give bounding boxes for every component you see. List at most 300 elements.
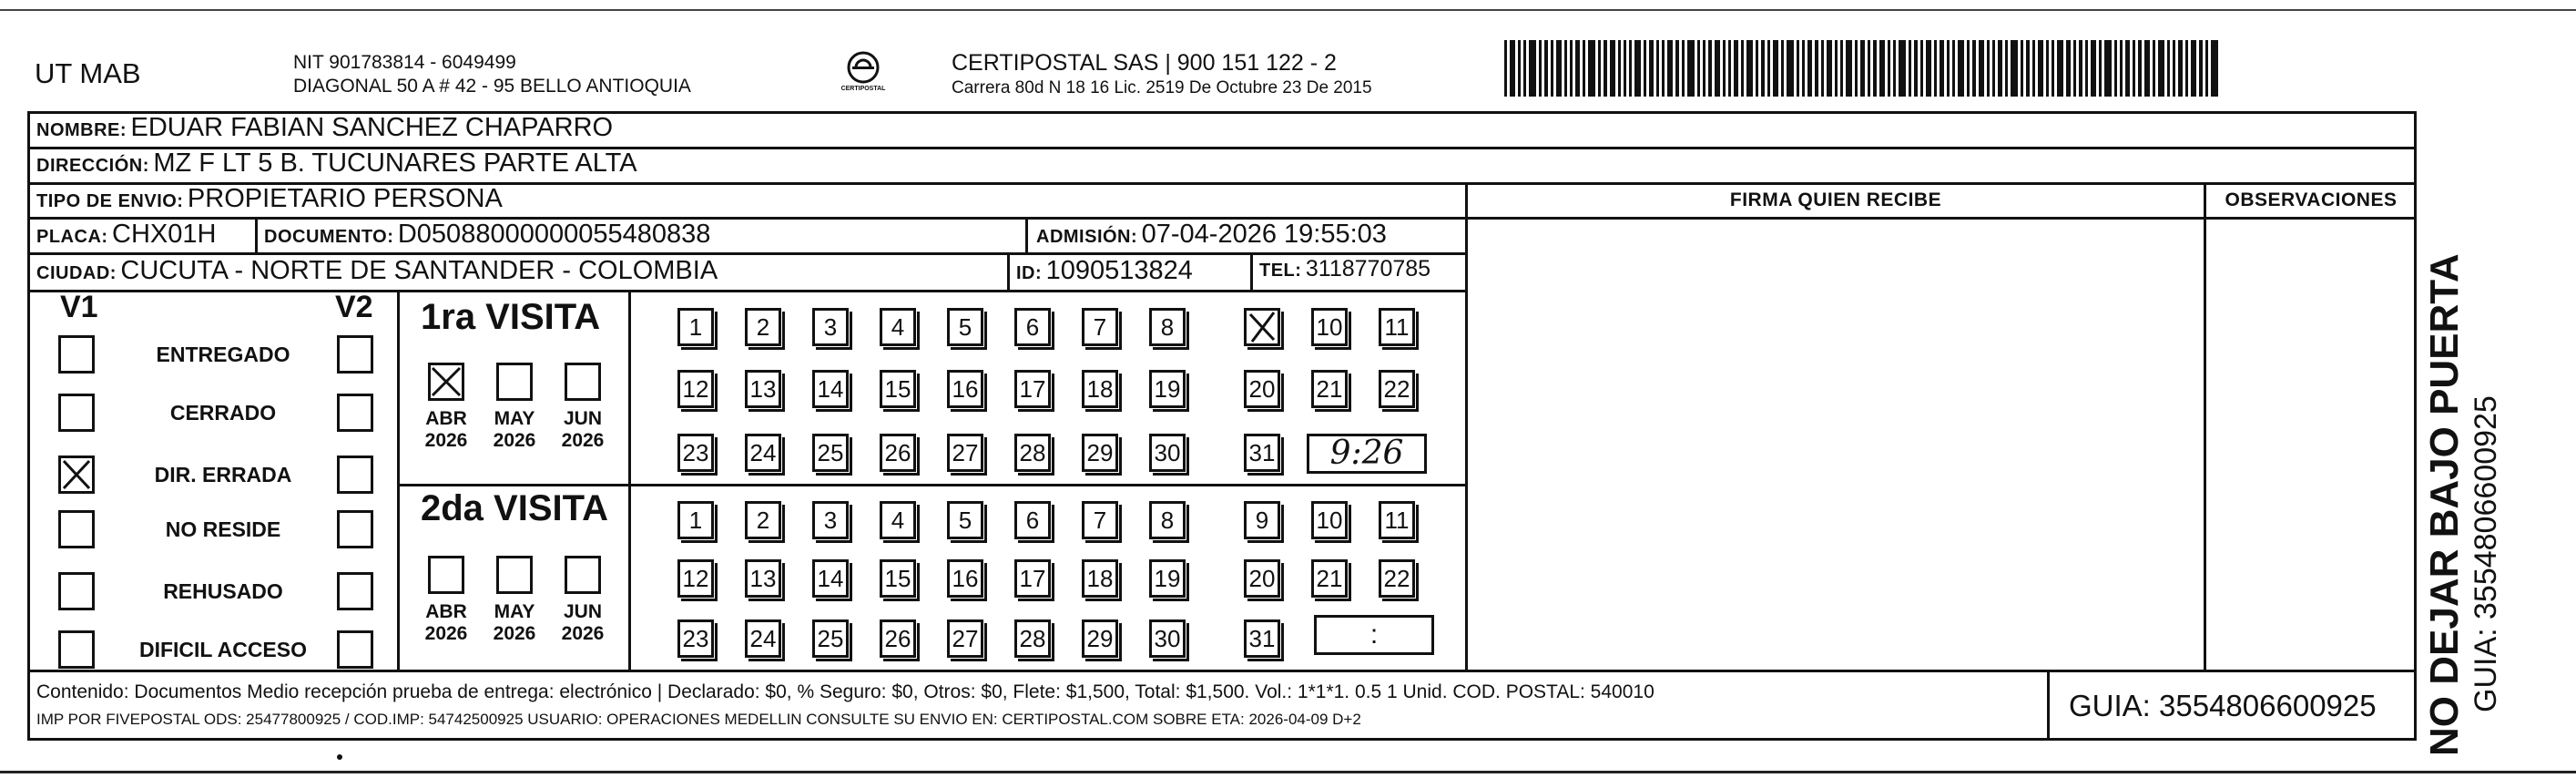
day-number: 20: [1248, 375, 1276, 403]
barcode-bar: [2191, 40, 2196, 97]
day-box[interactable]: [1082, 308, 1118, 346]
day-box[interactable]: [1311, 559, 1348, 598]
v2-checkbox[interactable]: [337, 572, 373, 610]
barcode-bar: [2120, 40, 2123, 97]
tipo-label: TIPO DE ENVIO:: [36, 191, 184, 211]
cell-divider: [1025, 217, 1028, 255]
day-number: 30: [1154, 439, 1181, 466]
day-box[interactable]: [1379, 501, 1415, 539]
day-box[interactable]: [1014, 308, 1051, 346]
barcode-bar: [1715, 40, 1720, 97]
barcode-bar: [2038, 40, 2043, 97]
day-number: 12: [682, 565, 709, 592]
day-box[interactable]: [812, 434, 849, 472]
barcode-bar: [1624, 40, 1626, 97]
day-box[interactable]: [812, 619, 849, 658]
barcode-bar: [1756, 40, 1758, 97]
v1-checkbox[interactable]: [58, 456, 95, 494]
barcode-bar: [1598, 40, 1601, 97]
day-number: 28: [1019, 439, 1046, 466]
company-address: DIAGONAL 50 A # 42 - 95 BELLO ANTIOQUIA: [293, 76, 691, 97]
month-label: [492, 601, 537, 645]
stray-dot: [337, 754, 342, 760]
day-box[interactable]: [947, 559, 983, 598]
month-name: JUN: [563, 601, 602, 622]
first-time-box: [1307, 434, 1427, 474]
day-box[interactable]: [947, 308, 983, 346]
day-number: 24: [749, 439, 777, 466]
tipo-row: [36, 184, 503, 214]
day-number: 1: [688, 313, 703, 341]
barcode-bar: [1728, 40, 1731, 97]
month-label: [492, 408, 537, 452]
day-box[interactable]: [880, 559, 916, 598]
day-box[interactable]: [1379, 308, 1415, 346]
barcode-bar: [1662, 40, 1665, 97]
day-box[interactable]: [1149, 434, 1186, 472]
day-number: 8: [1160, 507, 1175, 534]
day-box[interactable]: [1082, 370, 1118, 408]
barcode-bar: [1998, 40, 2002, 97]
day-box[interactable]: [947, 619, 983, 658]
documento-value: D05088000000055480838: [397, 220, 711, 249]
month-year: 2026: [561, 623, 605, 644]
id-value: 1090513824: [1045, 256, 1193, 285]
barcode-bar: [1787, 40, 1794, 97]
barcode-bar: [2091, 40, 2096, 97]
barcode-bar: [1570, 40, 1573, 97]
day-number: 19: [1154, 375, 1181, 403]
day-number: 17: [1019, 565, 1046, 592]
barcode-bar: [1583, 40, 1585, 97]
day-number: 31: [1248, 439, 1276, 466]
barcode-bar: [1556, 40, 1562, 97]
day-box[interactable]: [1082, 434, 1118, 472]
placa-value: CHX01H: [112, 220, 217, 249]
day-box[interactable]: [880, 619, 916, 658]
day-box[interactable]: [1014, 434, 1051, 472]
day-number: 18: [1086, 375, 1114, 403]
month-checkbox[interactable]: [565, 363, 601, 401]
day-box[interactable]: [1014, 619, 1051, 658]
day-box[interactable]: [745, 308, 781, 346]
day-box[interactable]: [947, 501, 983, 539]
barcode-bar: [2057, 40, 2063, 97]
day-box[interactable]: [812, 501, 849, 539]
day-number: 26: [884, 625, 911, 652]
day-box[interactable]: [947, 370, 983, 408]
v1-checkbox[interactable]: [58, 572, 95, 610]
day-box[interactable]: [1014, 501, 1051, 539]
day-number: 29: [1086, 625, 1114, 652]
barcode-bar: [1539, 40, 1542, 97]
day-number: 9: [1255, 507, 1269, 534]
barcode-bar: [1644, 40, 1646, 97]
month-name: MAY: [494, 601, 535, 622]
barcode-bar: [1734, 40, 1738, 97]
v1-label: V1: [60, 290, 98, 324]
cell-divider: [1007, 252, 1010, 291]
side-guia-text: GUIA: 3554806600925: [2469, 395, 2503, 712]
day-number: 24: [749, 625, 777, 652]
day-box[interactable]: [880, 308, 916, 346]
id-label: ID:: [1016, 263, 1043, 283]
nombre-value: EDUAR FABIAN SANCHEZ CHAPARRO: [130, 113, 614, 142]
day-number: 11: [1384, 313, 1410, 341]
day-box[interactable]: [1149, 501, 1186, 539]
barcode-bar: [1610, 40, 1615, 97]
barcode-bar: [1564, 40, 1567, 97]
day-number: 10: [1316, 507, 1343, 534]
day-box[interactable]: [880, 434, 916, 472]
barcode-bar: [1723, 40, 1726, 97]
status-option-label: CERRADO: [169, 401, 277, 425]
month-name: ABR: [425, 408, 467, 429]
barcode-bar: [1797, 40, 1799, 97]
barcode-bar: [2199, 40, 2203, 97]
barcode-bar: [1855, 40, 1858, 97]
day-box[interactable]: [812, 559, 849, 598]
barcode-bar: [1958, 40, 1964, 97]
day-box[interactable]: [1149, 370, 1186, 408]
day-box[interactable]: [880, 501, 916, 539]
day-box[interactable]: [1149, 308, 1186, 346]
side-warning: [2422, 128, 2513, 756]
month-name: JUN: [563, 408, 602, 429]
v1-checkbox[interactable]: [58, 335, 95, 374]
barcode-bar: [2167, 40, 2170, 97]
day-number: 22: [1383, 375, 1410, 403]
day-box[interactable]: [677, 370, 714, 408]
day-number: 4: [891, 313, 905, 341]
barcode-bar: [1667, 40, 1673, 97]
day-number: 6: [1025, 507, 1040, 534]
barcode-bar: [1529, 40, 1536, 97]
day-box[interactable]: [812, 370, 849, 408]
day-box[interactable]: [812, 308, 849, 346]
day-number: 2: [756, 507, 770, 534]
nombre-row: [36, 113, 613, 143]
direccion-value: MZ F LT 5 B. TUCUNARES PARTE ALTA: [153, 148, 637, 178]
tel-value: 3118770785: [1305, 256, 1431, 282]
day-box[interactable]: [947, 434, 983, 472]
barcode: [1504, 40, 2233, 97]
first-time-value: 9:26: [1329, 435, 1404, 472]
admision-label: ADMISIÓN:: [1036, 227, 1138, 247]
month-year: 2026: [424, 430, 468, 451]
month-checkbox[interactable]: [428, 556, 464, 594]
firma-header: FIRMA QUIEN RECIBE: [1729, 189, 1942, 210]
barcode-bar: [1827, 40, 1832, 97]
day-number: 29: [1086, 439, 1114, 466]
day-box[interactable]: [1311, 501, 1348, 539]
day-number: 15: [884, 565, 911, 592]
day-number: 22: [1383, 565, 1410, 592]
barcode-bar: [2021, 40, 2023, 97]
day-box[interactable]: [1311, 308, 1348, 346]
day-number: 17: [1019, 375, 1046, 403]
second-visit-title: 2da VISITA: [421, 488, 608, 528]
barcode-bar: [2066, 40, 2071, 97]
ciudad-value: CUCUTA - NORTE DE SANTANDER - COLOMBIA: [120, 256, 718, 285]
month-checkbox[interactable]: [565, 556, 601, 594]
day-number: 31: [1248, 625, 1276, 652]
v2-checkbox[interactable]: [337, 456, 373, 494]
day-number: 3: [823, 507, 838, 534]
month-checkbox[interactable]: [428, 363, 464, 401]
barcode-bar: [2133, 40, 2135, 97]
cell-divider: [255, 217, 258, 255]
day-number: 21: [1316, 375, 1343, 403]
barcode-bar: [2173, 40, 2175, 97]
barcode-bar: [1656, 40, 1659, 97]
day-number: 11: [1384, 507, 1410, 534]
day-box[interactable]: [880, 370, 916, 408]
day-box[interactable]: [1244, 559, 1280, 598]
month-checkbox[interactable]: [496, 363, 533, 401]
day-box[interactable]: [677, 619, 714, 658]
day-number: 20: [1248, 565, 1276, 592]
barcode-bar: [1914, 40, 1918, 97]
status-option-label: DIR. ERRADA: [154, 463, 292, 486]
day-number: 14: [817, 565, 844, 592]
day-box[interactable]: [745, 370, 781, 408]
day-number: 27: [952, 625, 979, 652]
barcode-bar: [2104, 40, 2112, 97]
firma-divider: [1465, 182, 1468, 670]
day-box[interactable]: [1244, 619, 1280, 658]
day-box[interactable]: [1082, 619, 1118, 658]
month-year: 2026: [493, 623, 536, 644]
direccion-row: [36, 148, 637, 179]
footer-guia: GUIA: 3554806600925: [2069, 689, 2377, 722]
footer-guia-divider: [2047, 670, 2050, 741]
day-number: 16: [952, 375, 979, 403]
day-number: 5: [958, 507, 972, 534]
barcode-bar: [1761, 40, 1765, 97]
day-box[interactable]: [1244, 434, 1280, 472]
day-number: 14: [817, 375, 844, 403]
barcode-bar: [2114, 40, 2117, 97]
month-label: [560, 601, 606, 645]
carrier-name: CERTIPOSTAL SAS | 900 151 122 - 2: [952, 50, 1337, 76]
status-option-label: DIFICIL ACCESO: [138, 638, 307, 661]
barcode-bar: [1781, 40, 1784, 97]
company-name: UT MAB: [35, 57, 141, 89]
footer-divider: [27, 670, 2417, 672]
day-box[interactable]: [1244, 501, 1280, 539]
month-year: 2026: [424, 623, 468, 644]
day-box[interactable]: [677, 559, 714, 598]
day-number: 16: [952, 565, 979, 592]
barcode-bar: [1618, 40, 1621, 97]
barcode-bar: [2079, 40, 2082, 97]
barcode-bar: [1860, 40, 1865, 97]
barcode-bar: [1815, 40, 1818, 97]
direccion-label: DIRECCIÓN:: [36, 156, 149, 176]
barcode-bar: [1802, 40, 1805, 97]
barcode-bar: [2153, 40, 2155, 97]
barcode-bar: [1510, 40, 1515, 97]
day-number: 13: [749, 565, 777, 592]
cell-divider: [1250, 252, 1253, 291]
top-rule: [0, 9, 2576, 11]
day-box[interactable]: [677, 434, 714, 472]
barcode-bar: [1926, 40, 1931, 97]
day-box[interactable]: [1082, 501, 1118, 539]
day-number: 1: [688, 507, 703, 534]
visit-divider: [397, 484, 1468, 486]
admision-value: 07-04-2026 19:55:03: [1141, 220, 1387, 249]
barcode-bar: [2099, 40, 2102, 97]
certipostal-logo: [836, 47, 891, 102]
barcode-bar: [2185, 40, 2188, 97]
obs-divider: [2204, 182, 2206, 670]
day-number: 7: [1093, 507, 1107, 534]
day-number: 28: [1019, 625, 1046, 652]
documento-cell: [264, 220, 710, 250]
v1-checkbox[interactable]: [58, 394, 95, 432]
admision-cell: [1036, 220, 1387, 250]
barcode-bar: [1741, 40, 1744, 97]
barcode-bar: [1523, 40, 1526, 97]
barcode-bar: [1504, 40, 1507, 97]
v2-label: V2: [335, 290, 373, 324]
v2-checkbox[interactable]: [337, 510, 373, 548]
day-number: 15: [884, 375, 911, 403]
month-label: [423, 601, 469, 645]
barcode-bar: [1697, 40, 1700, 97]
ciudad-cell: [36, 256, 718, 286]
day-box[interactable]: [745, 619, 781, 658]
placa-cell: [36, 220, 216, 250]
month-year: 2026: [561, 430, 605, 451]
tipo-value: PROPIETARIO PERSONA: [187, 184, 503, 213]
day-box[interactable]: [1082, 559, 1118, 598]
day-number: 19: [1154, 565, 1181, 592]
barcode-bar: [1868, 40, 1870, 97]
ciudad-label: CIUDAD:: [36, 263, 117, 283]
barcode-bar: [1821, 40, 1824, 97]
barcode-bar: [1893, 40, 1896, 97]
barcode-bar: [2073, 40, 2076, 97]
barcode-bar: [2158, 40, 2164, 97]
day-box[interactable]: [677, 308, 714, 346]
day-box[interactable]: [1311, 370, 1348, 408]
v2-checkbox[interactable]: [337, 630, 373, 669]
company-nit: NIT 901783814 - 6049499: [293, 52, 516, 73]
day-number: 8: [1160, 313, 1175, 341]
barcode-bar: [1634, 40, 1641, 97]
day-number: 25: [817, 439, 844, 466]
first-visit-title: 1ra VISITA: [421, 297, 601, 337]
barcode-bar: [1703, 40, 1705, 97]
status-option-label: REHUSADO: [163, 579, 283, 603]
barcode-bar: [2005, 40, 2008, 97]
day-number: 27: [952, 439, 979, 466]
barcode-bar: [1909, 40, 1911, 97]
v2-checkbox[interactable]: [337, 335, 373, 374]
status-divider: [397, 290, 400, 672]
footer-line-2: IMP POR FIVEPOSTAL ODS: 25477800925 / COD.IMP: 54742500925 USUARIO: OPERACIONES MEDELLIN CONSULTE SU ENVIO EN: CERTIPOSTAL.COM SOBRE ETA: 2026-04-09 D+2: [36, 711, 1361, 728]
barcode-bar: [1967, 40, 1970, 97]
footer-line-1: Contenido: Documentos Medio recepción prueba de entrega: electrónico | Declarado: $0, % Seguro: $0, Otros: $0, Flete: $1,500, Total: $1,500. Vol.: 1*1*1. 0.5 1 Unid. COD. POSTAL: 540010: [36, 681, 1655, 702]
day-number: 23: [682, 439, 709, 466]
v1-checkbox[interactable]: [58, 510, 95, 548]
id-cell: [1016, 256, 1193, 286]
months-divider: [628, 290, 631, 672]
day-number: 5: [958, 313, 972, 341]
barcode-bar: [1746, 40, 1753, 97]
v2-checkbox[interactable]: [337, 394, 373, 432]
barcode-bar: [2144, 40, 2150, 97]
day-box[interactable]: [745, 434, 781, 472]
placa-label: PLACA:: [36, 227, 108, 247]
day-number: 12: [682, 375, 709, 403]
tel-cell: [1259, 256, 1431, 282]
barcode-bar: [2178, 40, 2183, 97]
logo-text: CERTIPOSTAL: [840, 86, 886, 92]
bottom-rule: [0, 771, 2576, 773]
barcode-bar: [2011, 40, 2018, 97]
day-box[interactable]: [1244, 308, 1280, 346]
barcode-bar: [1807, 40, 1812, 97]
day-number: 18: [1086, 565, 1114, 592]
day-box[interactable]: [1149, 619, 1186, 658]
barcode-bar: [1767, 40, 1770, 97]
day-number: 23: [682, 625, 709, 652]
barcode-bar: [1544, 40, 1548, 97]
barcode-bar: [1687, 40, 1695, 97]
barcode-bar: [1987, 40, 1990, 97]
day-number: 10: [1316, 313, 1343, 341]
carrier-license: Carrera 80d N 18 16 Lic. 2519 De Octubre 23 De 2015: [952, 78, 1372, 97]
barcode-bar: [1879, 40, 1885, 97]
barcode-bar: [1773, 40, 1778, 97]
month-year: 2026: [493, 430, 536, 451]
day-box[interactable]: [1014, 559, 1051, 598]
barcode-bar: [1604, 40, 1607, 97]
barcode-bar: [2205, 40, 2208, 97]
day-box[interactable]: [1379, 370, 1415, 408]
barcode-bar: [1675, 40, 1679, 97]
nombre-label: NOMBRE:: [36, 120, 127, 140]
day-box[interactable]: [1244, 370, 1280, 408]
barcode-bar: [1952, 40, 1955, 97]
barcode-bar: [2046, 40, 2049, 97]
v1-checkbox[interactable]: [58, 630, 95, 669]
day-box[interactable]: [1014, 370, 1051, 408]
warning-text: NO DEJAR BAJO PUERTA: [2422, 253, 2467, 756]
day-number: 25: [817, 625, 844, 652]
day-number: 30: [1154, 625, 1181, 652]
day-number: 3: [823, 313, 838, 341]
day-box[interactable]: [745, 559, 781, 598]
barcode-bar: [1992, 40, 1995, 97]
day-box[interactable]: [745, 501, 781, 539]
month-name: ABR: [425, 601, 467, 622]
barcode-bar: [2138, 40, 2142, 97]
day-box[interactable]: [1379, 559, 1415, 598]
day-number: 6: [1025, 313, 1040, 341]
month-checkbox[interactable]: [496, 556, 533, 594]
day-box[interactable]: [1149, 559, 1186, 598]
day-box[interactable]: [677, 501, 714, 539]
status-option-label: ENTREGADO: [156, 343, 290, 366]
barcode-bar: [2085, 40, 2088, 97]
barcode-bar: [1575, 40, 1580, 97]
day-number: 4: [891, 507, 905, 534]
